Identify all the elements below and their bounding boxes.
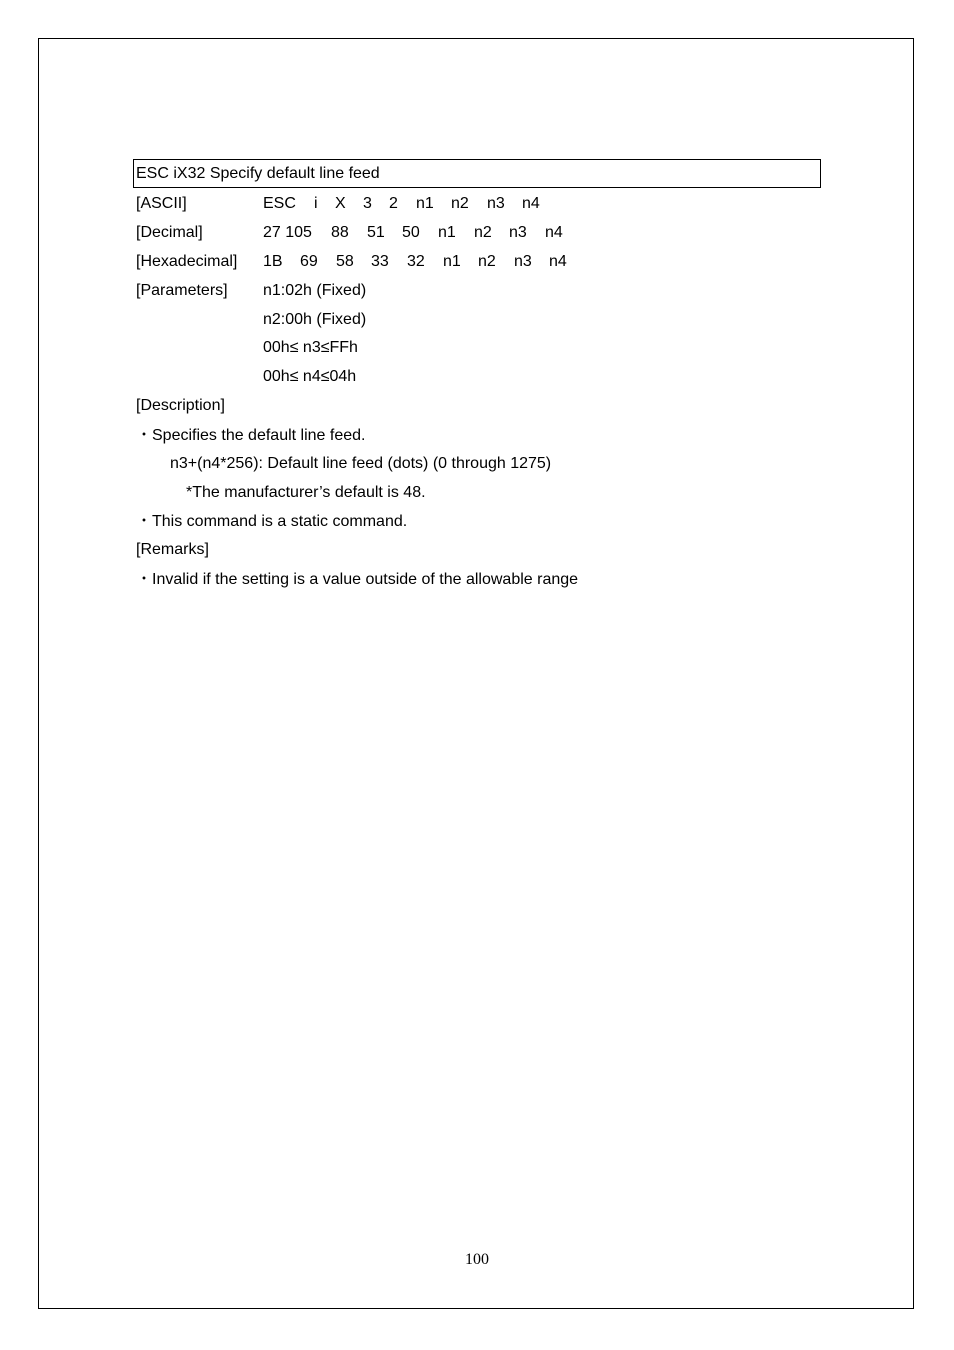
decimal-token: 50 [402, 224, 420, 241]
hexadecimal-label: [Hexadecimal] [136, 253, 238, 270]
hex-token: n4 [549, 253, 567, 270]
description-line: ・Specifies the default line feed. [136, 427, 366, 444]
command-title: ESC iX32 Specify default line feed [136, 165, 380, 182]
ascii-token: n2 [451, 195, 469, 212]
decimal-token: n4 [545, 224, 563, 241]
command-title-box [133, 159, 821, 188]
decimal-token: n3 [509, 224, 527, 241]
ascii-token: 3 [363, 195, 372, 212]
description-line: ・This command is a static command. [136, 513, 408, 530]
hex-token: n1 [443, 253, 461, 270]
hex-token: 33 [371, 253, 389, 270]
decimal-token: 27 105 [263, 224, 312, 241]
hex-token: n3 [514, 253, 532, 270]
page-number: 100 [465, 1251, 489, 1268]
parameter-line: n2:00h (Fixed) [263, 311, 367, 328]
remarks-line: ・Invalid if the setting is a value outside of the allowable range [136, 571, 579, 588]
ascii-token: i [314, 195, 318, 212]
description-line: *The manufacturer’s default is 48. [186, 484, 426, 501]
decimal-token: 51 [367, 224, 385, 241]
decimal-token: 88 [331, 224, 349, 241]
hex-token: 69 [300, 253, 318, 270]
hex-token: 32 [407, 253, 425, 270]
decimal-token: n1 [438, 224, 456, 241]
description-label: [Description] [136, 397, 225, 414]
decimal-token: n2 [474, 224, 492, 241]
parameters-label: [Parameters] [136, 282, 228, 299]
ascii-token: 2 [389, 195, 398, 212]
hex-token: 58 [336, 253, 354, 270]
parameter-line: 00h≤ n3≤FFh [263, 339, 358, 356]
parameter-line: 00h≤ n4≤04h [263, 368, 357, 385]
hex-token: 1B [263, 253, 283, 270]
ascii-token: n1 [416, 195, 434, 212]
decimal-label: [Decimal] [136, 224, 203, 241]
ascii-token: n4 [522, 195, 540, 212]
description-line: n3+(n4*256): Default line feed (dots) (0 through 1275) [170, 455, 552, 472]
hex-token: n2 [478, 253, 496, 270]
ascii-token: X [335, 195, 346, 212]
remarks-label: [Remarks] [136, 541, 209, 558]
ascii-token: ESC [263, 195, 296, 212]
parameter-line: n1:02h (Fixed) [263, 282, 367, 299]
ascii-label: [ASCII] [136, 195, 187, 212]
ascii-token: n3 [487, 195, 505, 212]
